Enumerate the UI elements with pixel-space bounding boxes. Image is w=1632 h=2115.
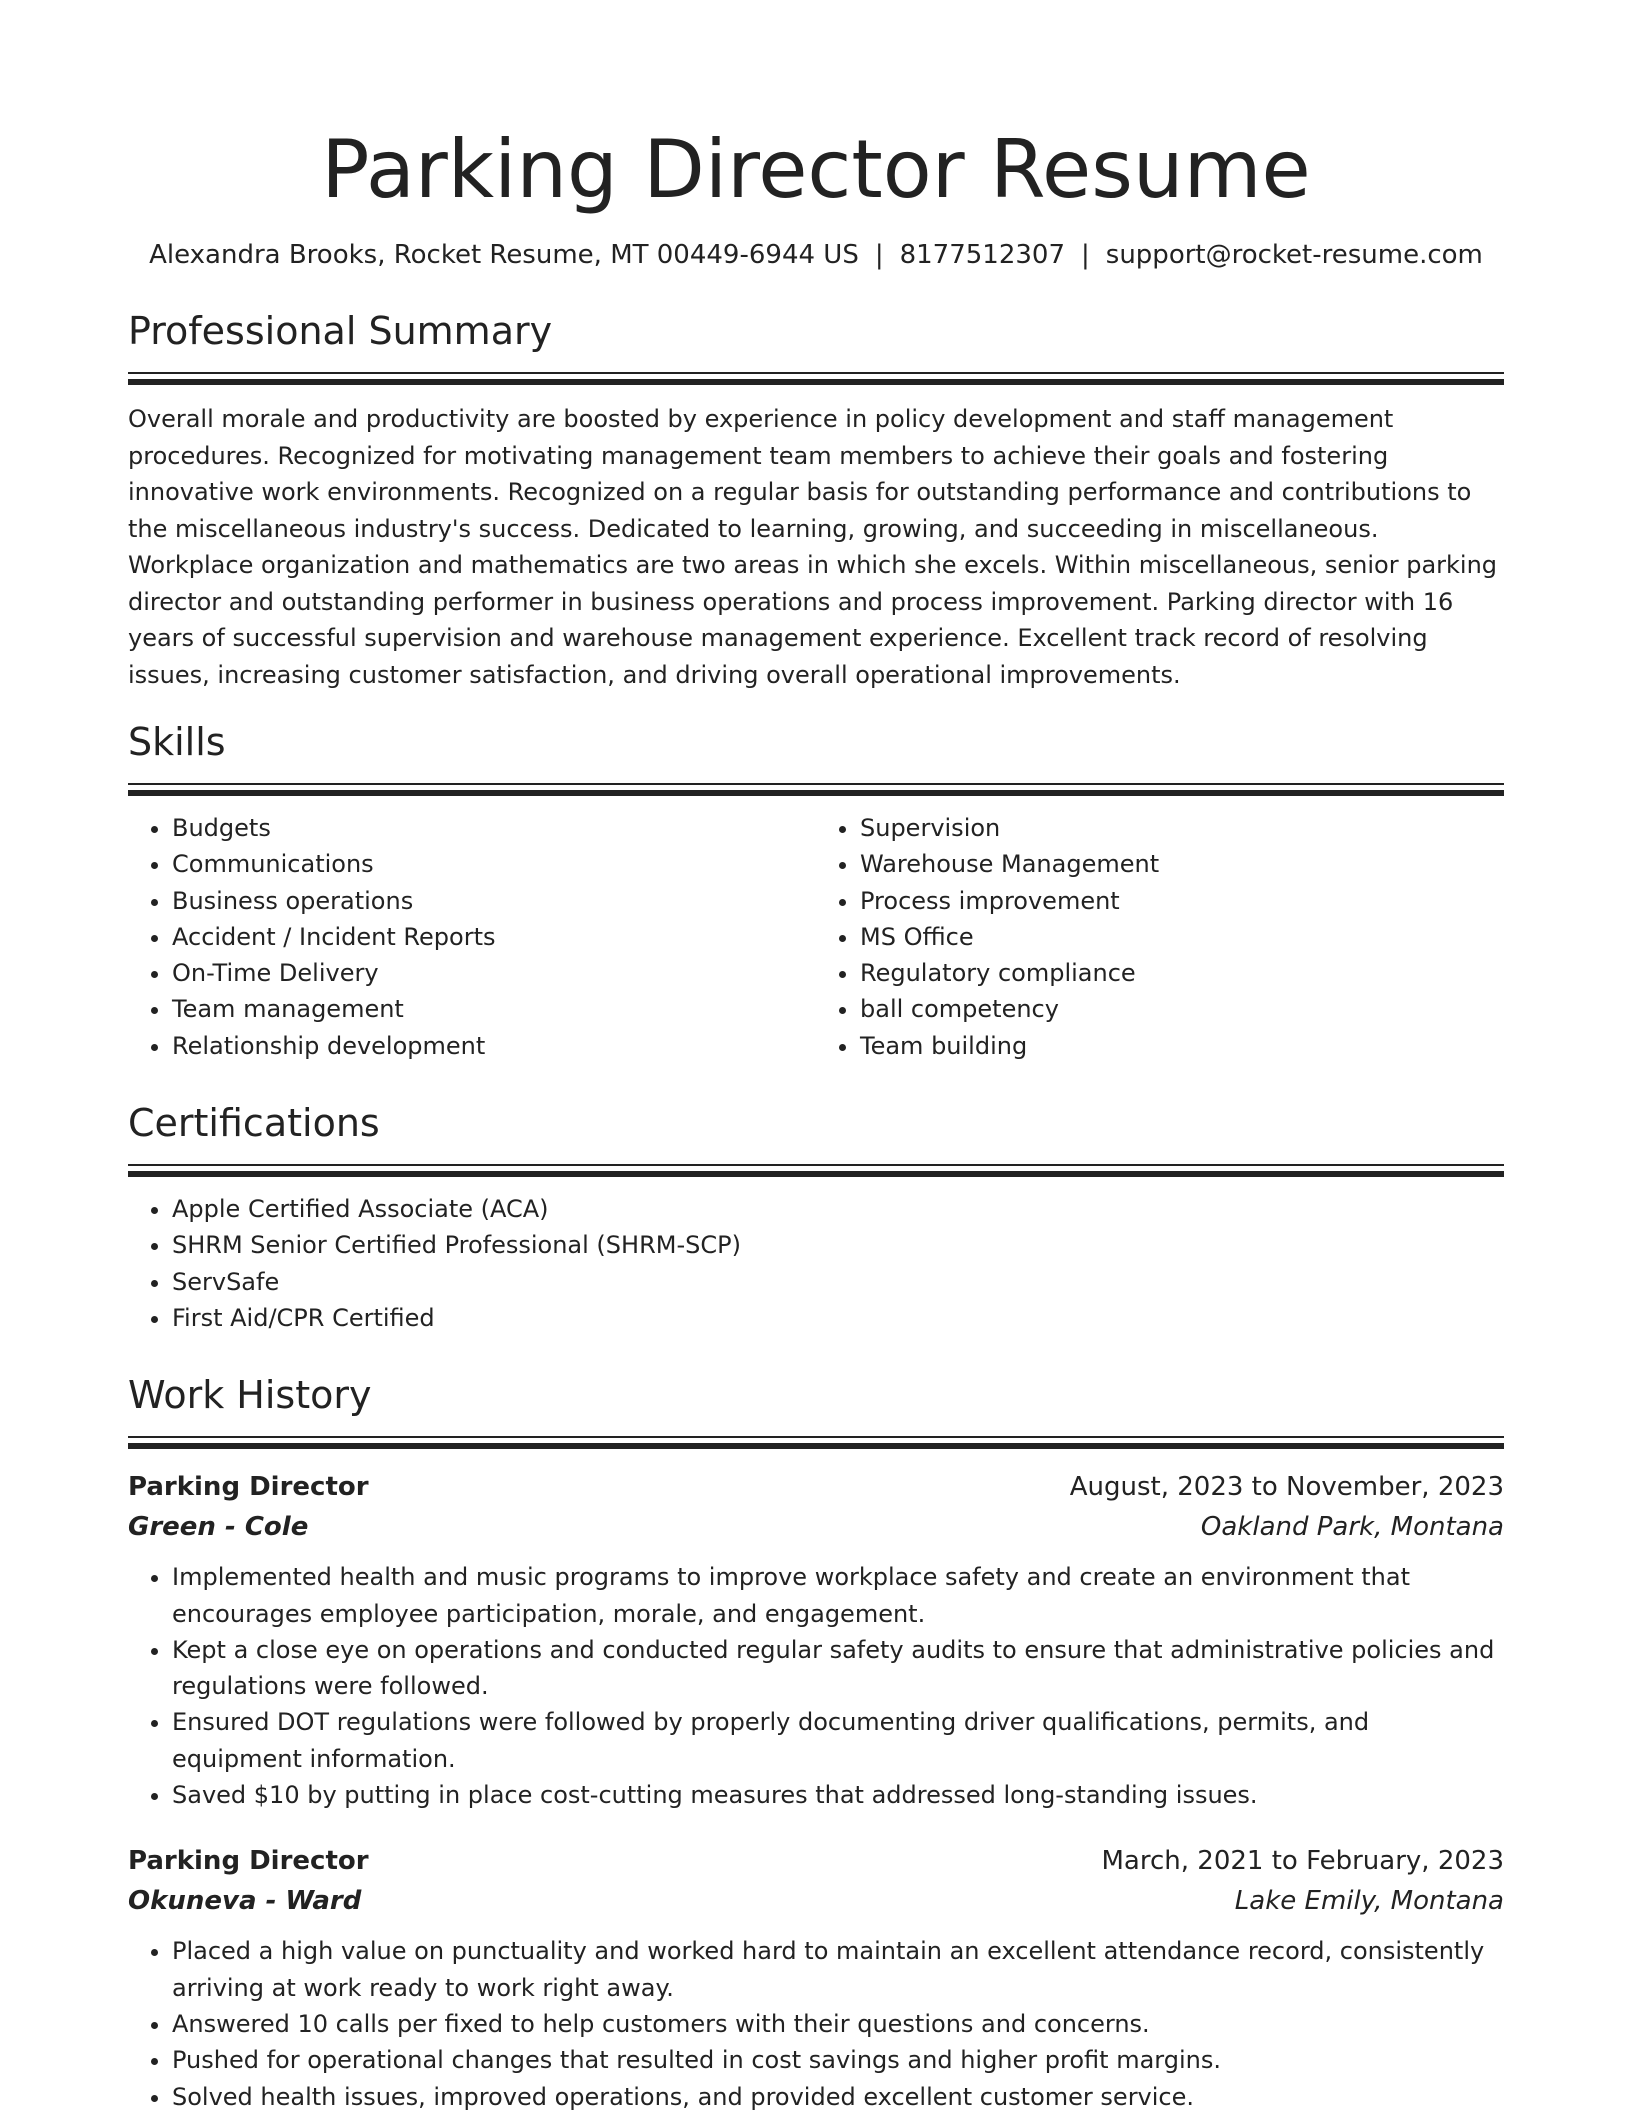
job-company-row — [128, 1881, 1504, 1921]
certification-item: • Apple Certified Associate (ACA) — [172, 1191, 1504, 1227]
skill-item: • Team building — [860, 1028, 1504, 1064]
skill-item: • Supervision — [860, 810, 1504, 846]
skill-item: • Warehouse Management — [860, 846, 1504, 882]
section-rule-thick — [128, 790, 1504, 796]
summary-section — [128, 306, 1504, 693]
skill-item: • ball competency — [860, 991, 1504, 1027]
job-title: Parking Director — [128, 1472, 369, 1503]
section-rule-thick — [128, 1171, 1504, 1177]
skills-left-list — [128, 810, 816, 1064]
contact-email: support@rocket-resume.com — [1105, 240, 1483, 270]
job-bullets — [128, 1559, 1504, 1813]
section-rule-thick — [128, 1443, 1504, 1449]
contact-line — [128, 238, 1504, 272]
skills-section — [128, 717, 1504, 1064]
summary-heading: Professional Summary — [128, 309, 553, 353]
job-bullet: • Kept a close eye on operations and conducted regular safety audits to ensure that administrative policies and regulations were followed. — [172, 1632, 1504, 1705]
skill-item: • Regulatory compliance — [860, 955, 1504, 991]
job-company-row — [128, 1507, 1504, 1547]
section-rule — [128, 1164, 1504, 1166]
skills-columns — [128, 810, 1504, 1064]
job-bullet: • Saved $10 by putting in place cost-cutting measures that addressed long-standing issues. — [172, 1777, 1504, 1813]
job-company: Okuneva - Ward — [128, 1886, 362, 1917]
certification-item: • ServSafe — [172, 1264, 1504, 1300]
certification-item: • SHRM Senior Certified Professional (SHRM-SCP) — [172, 1227, 1504, 1263]
job-company: Green - Cole — [128, 1512, 309, 1543]
skill-item: • Accident / Incident Reports — [172, 919, 816, 955]
work-history-heading: Work History — [128, 1373, 372, 1418]
skills-heading: Skills — [128, 720, 226, 764]
job-entry — [128, 1841, 1504, 2114]
skill-item: • MS Office — [860, 919, 1504, 955]
resume-title: Parking Director Resume — [321, 123, 1311, 216]
job-bullet: • Implemented health and music programs to improve workplace safety and create an environment that encourages employee participation, morale, and engagement. — [172, 1559, 1504, 1632]
work-history-section — [128, 1370, 1504, 2115]
certifications-heading: Certifications — [128, 1101, 380, 1146]
job-location: Lake Emily, Montana — [1234, 1886, 1504, 1917]
job-dates: August, 2023 to November, 2023 — [1069, 1472, 1504, 1503]
job-bullet: • Pushed for operational changes that resulted in cost savings and higher profit margins. — [172, 2042, 1504, 2078]
job-header-row — [128, 1467, 1504, 1507]
certifications-section — [128, 1098, 1504, 1336]
job-entry — [128, 1467, 1504, 1813]
skill-item: • Team management — [172, 991, 816, 1027]
section-rule — [128, 783, 1504, 785]
skill-item: • On-Time Delivery — [172, 955, 816, 991]
skill-item: • Relationship development — [172, 1028, 816, 1064]
job-bullet: • Solved health issues, improved operations, and provided excellent customer service. — [172, 2079, 1504, 2115]
skill-item: • Business operations — [172, 883, 816, 919]
contact-separator: | — [1081, 240, 1090, 270]
section-rule — [128, 1436, 1504, 1438]
contact-address: Alexandra Brooks, Rocket Resume, MT 00449-6944 US — [149, 240, 859, 270]
job-title: Parking Director — [128, 1846, 369, 1877]
job-header-row — [128, 1841, 1504, 1881]
job-bullet: • Answered 10 calls per fixed to help customers with their questions and concerns. — [172, 2006, 1504, 2042]
certifications-list — [128, 1191, 1504, 1336]
skill-item: • Budgets — [172, 810, 816, 846]
contact-phone: 8177512307 — [899, 240, 1066, 270]
job-location: Oakland Park, Montana — [1200, 1512, 1504, 1543]
certification-item: • First Aid/CPR Certified — [172, 1300, 1504, 1336]
contact-separator: | — [874, 240, 884, 270]
section-rule — [128, 372, 1504, 374]
job-bullet: • Placed a high value on punctuality and worked hard to maintain an excellent attendance record, consistently arriving at work ready to work right away. — [172, 1933, 1504, 2006]
skills-right-list — [816, 810, 1504, 1064]
summary-text: Overall morale and productivity are boosted by experience in policy development and staff management procedures. Recognized for motivating management team members to achieve their goals and fostering innovative work environments. Recognized on a regular basis for outstanding performance and contributions to the miscellaneous industry's success. Dedicated to learning, growing, and succeeding in miscellaneous. Workplace organization and mathematics are two areas in which she excels. Within miscellaneous, senior parking director and outstanding performer in business operations and process improvement. Parking director with 16 years of successful supervision and warehouse management experience. Excellent track record of resolving issues, increasing customer satisfaction, and driving overall operational improvements. — [128, 405, 1498, 689]
job-bullets — [128, 1933, 1504, 2114]
skill-item: • Communications — [172, 846, 816, 882]
skill-item: • Process improvement — [860, 883, 1504, 919]
job-dates: March, 2021 to February, 2023 — [1101, 1846, 1504, 1877]
job-bullet: • Ensured DOT regulations were followed by properly documenting driver qualifications, permits, and equipment information. — [172, 1704, 1504, 1777]
section-rule-thick — [128, 379, 1504, 385]
